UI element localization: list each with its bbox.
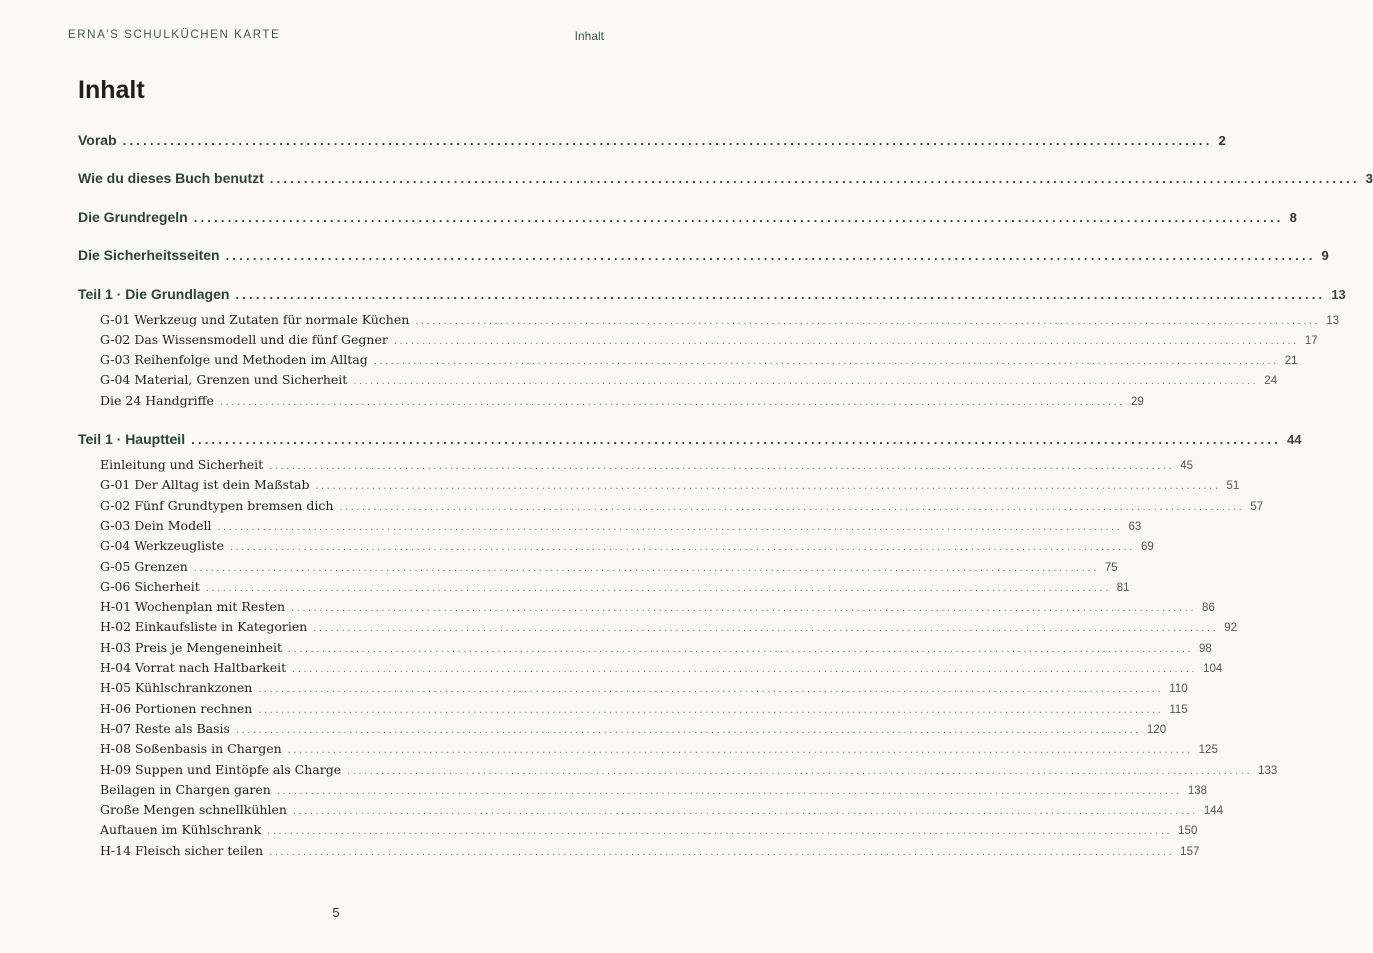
dot-leader: ................................................................................................................................................................ [235,286,1326,302]
dot-leader: ................................................................................................................................................................ [347,764,1253,777]
page-title: Inhalt [78,76,145,104]
toc-subentry-title: G-04 Material, Grenzen und Sicherheit [100,372,348,388]
toc-subentry-title: H-01 Wochenplan mit Resten [100,599,286,615]
toc-subentry-page: 86 [1202,602,1215,615]
toc-subentry-page: 24 [1264,375,1278,388]
dot-leader: ................................................................................................................................................................ [235,723,1141,736]
toc-entry-title: Wie du dieses Buch benutzt [78,170,264,187]
toc-subentry[interactable] [100,841,1200,861]
dot-leader: ................................................................................................................................................................ [291,602,1197,615]
toc-entry-page: 3 [1365,171,1373,187]
toc-subentry[interactable] [100,455,1193,475]
toc-subentry-title: G-04 Werkzeugliste [100,538,224,554]
toc-subentry-title: G-02 Das Wissensmodell und die fünf Gegner [100,331,388,347]
toc-subentry-title: H-03 Preis je Mengeneinheit [100,639,283,655]
toc-subentry-title: G-03 Dein Modell [100,517,212,533]
dot-leader: ................................................................................................................................................................ [225,248,1316,264]
toc-subentry-page: 120 [1146,723,1167,736]
dot-leader: ................................................................................................................................................................ [292,805,1198,818]
toc-subentry[interactable] [100,391,1144,411]
toc-subentry[interactable] [100,557,1118,577]
toc-subentry-page: 29 [1130,395,1144,408]
toc-subentry-title: H-07 Reste als Basis [100,720,230,736]
toc-sublist-hauptteil [78,455,1278,861]
toc-entry-title: Die Sicherheitsseiten [78,247,220,264]
toc-subentry-page: 115 [1169,703,1188,716]
dot-leader: ................................................................................................................................................................ [313,622,1219,635]
toc-subentry[interactable] [100,617,1238,637]
toc-subentry-page: 63 [1128,520,1142,533]
toc-subentry[interactable] [100,516,1142,536]
toc-subentry-page: 157 [1180,845,1200,858]
toc-subentry-title: Die 24 Handgriffe [100,392,214,408]
toc-subentry-title: Beilagen in Chargen garen [100,781,271,797]
dot-leader: ................................................................................................................................................................ [122,133,1213,148]
toc-subentry-page: 125 [1198,744,1218,757]
toc-subentry-page: 110 [1169,683,1188,696]
toc-subentry-page: 104 [1203,663,1223,676]
toc-entry-page: 8 [1289,209,1297,225]
dot-leader: ................................................................................................................................................................ [292,663,1198,676]
toc-subentry[interactable] [100,658,1223,678]
dot-leader: ................................................................................................................................................................ [339,500,1245,513]
toc-subentry-page: 98 [1199,642,1212,655]
toc-subentry-title: H-08 Soßenbasis in Chargen [100,741,282,757]
toc-part-grundlagen[interactable] [78,284,1346,304]
toc-entry-how-to-use[interactable] [78,168,1373,188]
dot-leader: ................................................................................................................................................................ [258,703,1164,716]
dot-leader: ................................................................................................................................................................ [287,744,1193,757]
toc-subentry-page: 138 [1187,784,1207,797]
toc-subentry-title: G-02 Fünf Grundtypen bremsen dich [100,497,334,513]
dot-leader: ................................................................................................................................................................ [415,314,1321,327]
toc-entry-page: 9 [1321,248,1329,264]
toc-subentry[interactable] [100,496,1264,516]
toc-subentry[interactable] [100,370,1278,390]
toc-part-hauptteil[interactable] [78,429,1302,449]
toc-subentry[interactable] [100,760,1278,780]
toc-subentry-page: 45 [1180,460,1193,473]
toc-subentry[interactable] [100,597,1215,617]
dot-leader: ................................................................................................................................................................ [288,642,1194,655]
toc-subentry[interactable] [100,699,1188,719]
toc-subentry-title: H-06 Portionen rechnen [100,700,253,716]
running-header [0,29,672,45]
toc-subentry-title: H-09 Suppen und Eintöpfe als Charge [100,761,342,777]
dot-leader: ................................................................................................................................................................ [353,375,1259,388]
toc-subentry-page: 144 [1203,805,1224,818]
dot-leader: ................................................................................................................................................................ [267,825,1173,838]
toc-subentry-title: Einleitung und Sicherheit [100,457,264,473]
toc-subentry[interactable] [100,536,1154,556]
toc-subentry-page: 17 [1304,334,1318,347]
toc-subentry-title: Auftauen im Kühlschrank [100,822,262,838]
toc-subentry-title: G-06 Sicherheit [100,578,200,594]
toc-entry-page: 2 [1218,133,1226,148]
dot-leader: ................................................................................................................................................................ [269,460,1175,473]
dot-leader: ................................................................................................................................................................ [219,395,1125,408]
dot-leader: ................................................................................................................................................................ [258,683,1164,696]
toc-subentry-title: H-05 Kühlschrankzonen [100,680,253,696]
toc-subentry-page: 75 [1104,561,1118,574]
book-title: ERNA'S SCHULKÜCHEN KARTE [68,29,281,41]
toc-entry-basic-rules[interactable] [78,207,1297,227]
dot-leader: ................................................................................................................................................................ [193,209,1284,225]
toc-sublist-grundlagen [78,310,1340,411]
toc-subentry-title: G-03 Reihenfolge und Methoden im Alltag [100,352,368,368]
dot-leader: ................................................................................................................................................................ [393,334,1299,347]
toc-subentry-title: H-04 Vorrat nach Haltbarkeit [100,660,287,676]
toc-subentry-page: 13 [1326,314,1340,327]
dot-leader: ................................................................................................................................................................ [373,355,1279,368]
table-of-contents [78,130,1373,861]
dot-leader: ................................................................................................................................................................ [217,520,1123,533]
toc-subentry[interactable] [100,330,1318,350]
toc-subentry-title: G-01 Werkzeug und Zutaten für normale Küchen [100,311,410,327]
toc-subentry[interactable] [100,739,1218,759]
dot-leader: ................................................................................................................................................................ [191,432,1281,448]
toc-subentry-page: 69 [1140,541,1154,554]
toc-entry-safety-pages[interactable] [78,245,1329,265]
page-number: 5 [332,905,340,920]
toc-subentry[interactable] [100,475,1240,495]
toc-subentry-page: 57 [1250,500,1264,513]
dot-leader: ................................................................................................................................................................ [269,171,1360,187]
toc-part-page: 44 [1286,432,1302,448]
toc-subentry-page: 150 [1178,825,1198,838]
dot-leader: ................................................................................................................................................................ [276,784,1182,797]
toc-entry-title: Vorab [78,132,117,148]
section-label: Inhalt [574,29,604,43]
toc-part-page: 13 [1331,286,1346,302]
toc-subentry[interactable] [100,350,1298,370]
toc-subentry-page: 51 [1226,480,1240,493]
toc-entry-title: Die Grundregeln [78,208,188,225]
dot-leader: ................................................................................................................................................................ [229,541,1135,554]
toc-subentry[interactable] [100,719,1167,739]
toc-subentry[interactable] [100,678,1188,698]
toc-subentry[interactable] [100,820,1198,840]
toc-subentry[interactable] [100,780,1207,800]
dot-leader: ................................................................................................................................................................ [269,845,1175,858]
dot-leader: ................................................................................................................................................................ [315,480,1221,493]
toc-part-title: Teil 1 · Die Grundlagen [78,285,230,302]
toc-subentry-title: G-05 Grenzen [100,558,188,574]
toc-subentry[interactable] [100,638,1212,658]
dot-leader: ................................................................................................................................................................ [193,561,1099,574]
toc-subentry-page: 21 [1284,355,1298,368]
toc-subentry-title: H-02 Einkaufsliste in Kategorien [100,619,308,635]
toc-subentry-title: H-14 Fleisch sicher teilen [100,842,264,858]
toc-subentry-page: 81 [1116,581,1130,594]
toc-subentry-title: Große Mengen schnellkühlen [100,802,287,818]
toc-subentry-page: 133 [1258,764,1278,777]
toc-subentry[interactable] [100,800,1224,820]
toc-subentry[interactable] [100,577,1130,597]
toc-subentry[interactable] [100,310,1340,330]
toc-entry-vorab[interactable] [78,130,1226,150]
toc-subentry-page: 92 [1224,622,1238,635]
toc-part-title: Teil 1 · Hauptteil [78,431,186,448]
dot-leader: ................................................................................................................................................................ [205,581,1111,594]
toc-subentry-title: G-01 Der Alltag ist dein Maßstab [100,477,310,493]
